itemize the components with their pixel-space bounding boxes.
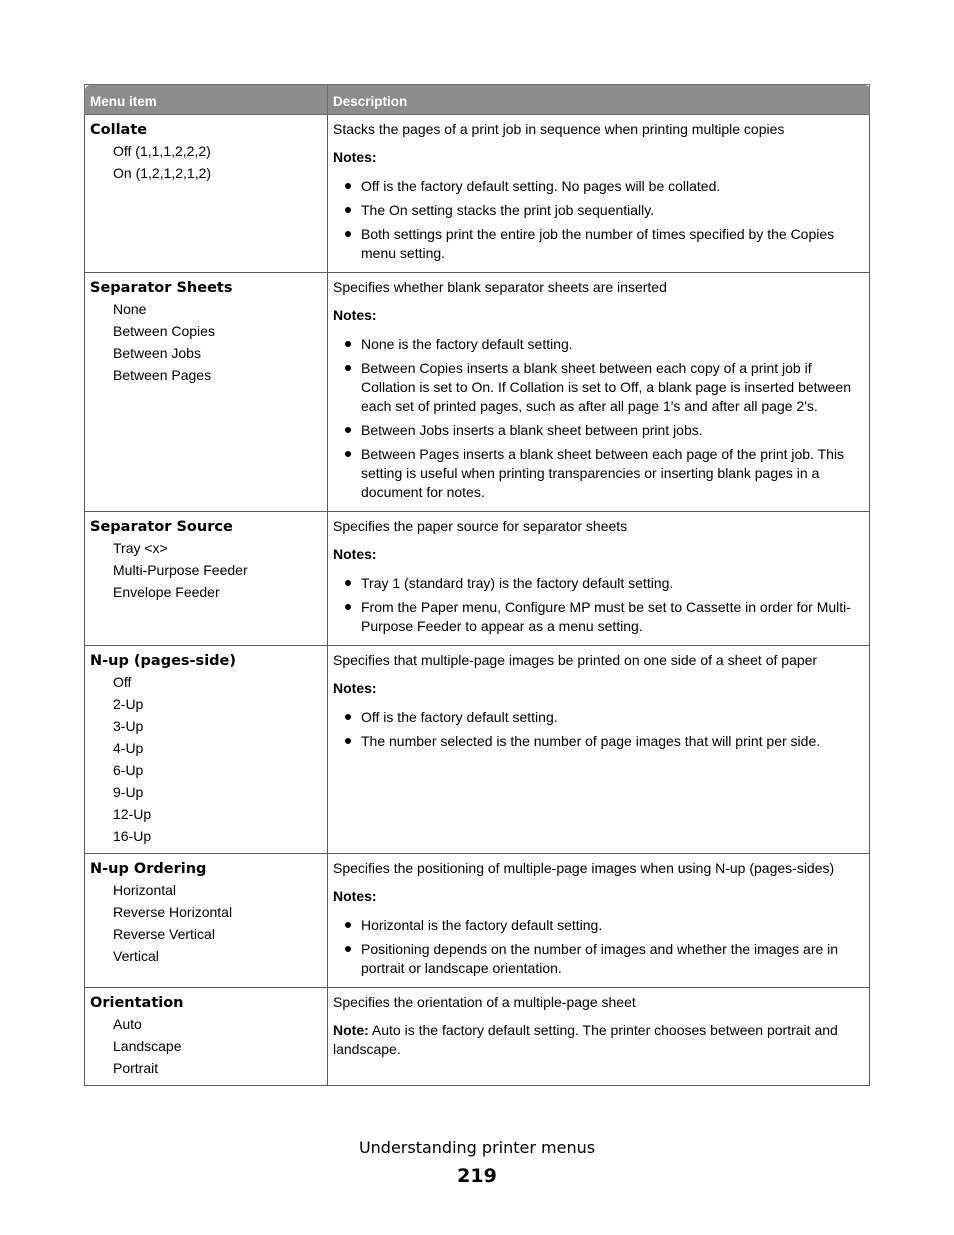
menu-item-title: N-up (pages-side) xyxy=(90,653,236,669)
menu-item-option: Off (1,1,1,2,2,2) xyxy=(113,143,211,159)
menu-item-option: 2-Up xyxy=(113,696,144,712)
menu-item-option: 9-Up xyxy=(113,784,144,800)
single-note xyxy=(333,1021,865,1059)
note-item: None is the factory default setting. xyxy=(333,335,865,354)
menu-item-option: Multi-Purpose Feeder xyxy=(113,562,248,578)
note-item: The On setting stacks the print job sequentially. xyxy=(333,201,865,220)
description-cell xyxy=(328,854,870,988)
menu-item-option: 4-Up xyxy=(113,740,144,756)
menu-item-option: Envelope Feeder xyxy=(113,584,220,600)
note-item: Between Jobs inserts a blank sheet between print jobs. xyxy=(333,421,865,440)
notes-label: Notes: xyxy=(333,149,377,165)
note-item: From the Paper menu, Configure MP must be set to Cassette in order for Multi-Purpose Feeder to appear as a menu setting. xyxy=(333,598,865,636)
description-intro: Specifies whether blank separator sheets are inserted xyxy=(333,279,667,295)
notes-list xyxy=(333,177,865,263)
table-header-row xyxy=(85,85,870,115)
notes-label: Notes: xyxy=(333,546,377,562)
table-row xyxy=(85,273,870,512)
menu-item-option: Between Jobs xyxy=(113,345,201,361)
description-cell xyxy=(328,988,870,1086)
menu-item-title: Separator Sheets xyxy=(90,280,233,296)
menu-item-cell xyxy=(85,512,328,646)
footer-section-title: Understanding printer menus xyxy=(358,1138,596,1157)
menu-item-cell xyxy=(85,854,328,988)
notes-label: Notes: xyxy=(333,680,377,696)
menu-item-option: Tray <x> xyxy=(113,540,168,556)
table-body xyxy=(85,115,870,1086)
menu-item-title: Separator Source xyxy=(90,519,233,535)
header-description: Description xyxy=(328,85,870,115)
description-intro: Specifies the orientation of a multiple-page sheet xyxy=(333,994,636,1010)
menu-item-title: Orientation xyxy=(90,995,184,1011)
note-item: Positioning depends on the number of images and whether the images are in portrait or landscape orientation. xyxy=(333,940,865,978)
menu-item-cell xyxy=(85,646,328,854)
menu-item-option: 6-Up xyxy=(113,762,144,778)
menu-item-option: Between Copies xyxy=(113,323,215,339)
description-cell xyxy=(328,115,870,273)
note-item: Tray 1 (standard tray) is the factory default setting. xyxy=(333,574,865,593)
menu-item-option: Off xyxy=(113,674,132,690)
menu-item-cell xyxy=(85,115,328,273)
notes-label: Notes: xyxy=(333,307,377,323)
menu-item-option: Reverse Vertical xyxy=(113,926,215,942)
menu-item-option: Reverse Horizontal xyxy=(113,904,233,920)
description-intro: Stacks the pages of a print job in sequence when printing multiple copies xyxy=(333,121,785,137)
menu-item-option: Portrait xyxy=(113,1060,159,1076)
menu-item-title: N-up Ordering xyxy=(90,861,207,877)
table-row xyxy=(85,854,870,988)
note-item: Horizontal is the factory default setting. xyxy=(333,916,865,935)
notes-label: Notes: xyxy=(333,888,377,904)
menu-item-cell xyxy=(85,988,328,1086)
table-row xyxy=(85,988,870,1086)
table-row xyxy=(85,646,870,854)
description-intro: Specifies the paper source for separator sheets xyxy=(333,518,628,534)
page-number: 219 xyxy=(457,1165,497,1187)
notes-list xyxy=(333,916,865,978)
header-menu-item: Menu item xyxy=(85,85,328,115)
menu-item-option: Vertical xyxy=(113,948,159,964)
note-item: Between Copies inserts a blank sheet between each copy of a print job if Collation is set to On. If Collation is set to Off, a blank page is inserted between each set of printed pages, such as after all page 1's and after all page 2's. xyxy=(333,359,865,416)
description-cell xyxy=(328,646,870,854)
note-item: The number selected is the number of page images that will print per side. xyxy=(333,732,865,751)
menu-item-option: On (1,2,1,2,1,2) xyxy=(113,165,212,181)
note-item: Off is the factory default setting. xyxy=(333,708,865,727)
menu-item-option: 16-Up xyxy=(113,828,152,844)
note-item: Off is the factory default setting. No pages will be collated. xyxy=(333,177,865,196)
note-item: Both settings print the entire job the number of times specified by the Copies menu setting. xyxy=(333,225,865,263)
menu-item-option: 3-Up xyxy=(113,718,144,734)
menu-settings-table xyxy=(84,84,870,1086)
menu-item-option: Between Pages xyxy=(113,367,212,383)
description-cell xyxy=(328,273,870,512)
notes-list xyxy=(333,574,865,636)
description-intro: Specifies that multiple-page images be printed on one side of a sheet of paper xyxy=(333,652,818,668)
menu-item-option: Landscape xyxy=(113,1038,182,1054)
notes-list xyxy=(333,708,865,751)
menu-item-cell xyxy=(85,273,328,512)
notes-list xyxy=(333,335,865,502)
note-text: Auto is the factory default setting. The printer chooses between portrait and landscape. xyxy=(333,1022,838,1057)
menu-item-option: 12-Up xyxy=(113,806,152,822)
note-item: Between Pages inserts a blank sheet between each page of the print job. This setting is useful when printing transparencies or inserting blank pages in a document for notes. xyxy=(333,445,865,502)
menu-item-option: Auto xyxy=(113,1016,142,1032)
table-row xyxy=(85,512,870,646)
table-row xyxy=(85,115,870,273)
menu-item-title: Collate xyxy=(90,122,148,138)
description-cell xyxy=(328,512,870,646)
note-label: Note: xyxy=(333,1022,369,1038)
description-intro: Specifies the positioning of multiple-page images when using N-up (pages-sides) xyxy=(333,860,835,876)
menu-item-option: None xyxy=(113,301,147,317)
menu-item-option: Horizontal xyxy=(113,882,177,898)
